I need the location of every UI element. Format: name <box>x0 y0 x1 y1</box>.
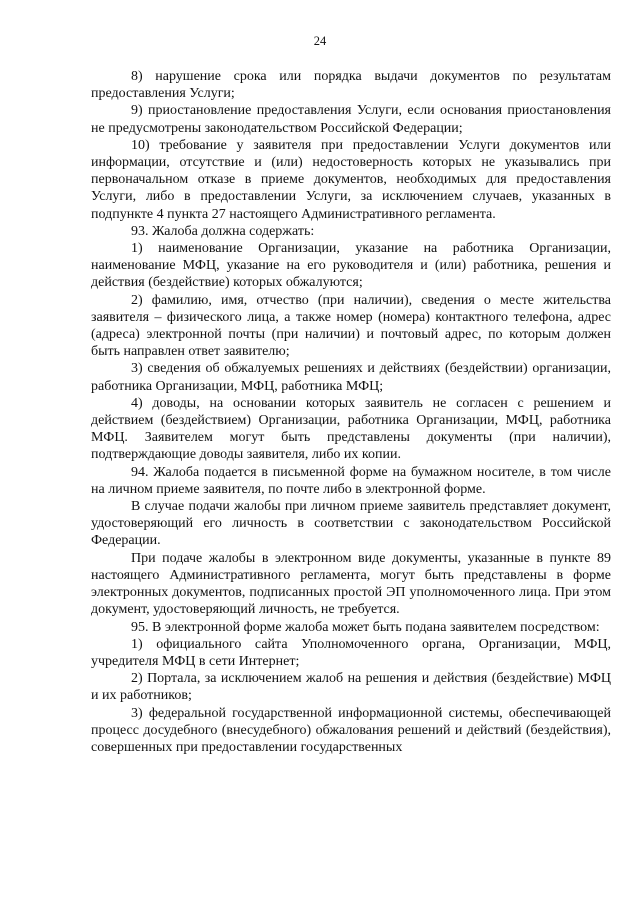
paragraph-item-9: 9) приостановление предоставления Услуги, если основания приостановления не предусмотрены законодательством Российской Федерации; <box>91 103 611 136</box>
paragraph-93-item-1: 1) наименование Организации, указание на работника Организации, наименование МФЦ, указание на его руководителя и (или) работника, решения и действия (бездействие) которых обжалуются; <box>91 241 611 291</box>
paragraph-95-item-3: 3) федеральной государственной информационной системы, обеспечивающей процесс досудебного (внесудебного) обжалования решений и действий (бездействия), совершенных при предоставлении государственных <box>91 705 611 755</box>
paragraph-94-personal: В случае подачи жалобы при личном приеме заявитель представляет документ, удостоверяющий его личность в соответствии с законодательством Российской Федерации. <box>91 499 611 549</box>
paragraph-93-item-3: 3) сведения об обжалуемых решениях и действиях (бездействии) организации, работника Организации, МФЦ, работника МФЦ; <box>91 361 611 394</box>
document-body <box>91 68 611 756</box>
paragraph-95-item-1: 1) официального сайта Уполномоченного органа, Организации, МФЦ, учредителя МФЦ в сети Интернет; <box>91 636 611 669</box>
paragraph-93-heading: 93. Жалоба должна содержать: <box>131 223 315 239</box>
paragraph-94: 94. Жалоба подается в письменной форме на бумажном носителе, в том числе на личном приеме заявителя, по почте либо в электронной форме. <box>91 464 611 497</box>
paragraph-item-10: 10) требование у заявителя при предоставлении Услуги документов или информации, отсутствие и (или) недостоверность которых не указывались при первоначальном отказе в приеме документов, необходимых для предоставления Услуги, либо в предоставлении Услуги, за исключением случаев, указанных в подпункте 4 пункта 27 настоящего Административного регламента. <box>91 137 611 222</box>
page-number: 24 <box>313 34 327 48</box>
paragraph-item-8: 8) нарушение срока или порядка выдачи документов по результатам предоставления Услуги; <box>91 69 611 102</box>
paragraph-93-item-2: 2) фамилию, имя, отчество (при наличии), сведения о месте жительства заявителя – физического лица, а также номер (номера) контактного телефона, адрес (адреса) электронной почты (при наличии) и почтовый адрес, по которым должен быть направлен ответ заявителю; <box>91 292 611 360</box>
paragraph-93-item-4: 4) доводы, на основании которых заявитель не согласен с решением и действием (бездействием) Организации, работника Организации, МФЦ, работника МФЦ. Заявителем могут быть представлены документы (при наличии), подтверждающие доводы заявителя, либо их копии. <box>91 395 611 463</box>
paragraph-95-heading: 95. В электронной форме жалоба может быть подана заявителем посредством: <box>131 619 600 635</box>
paragraph-94-electronic: При подаче жалобы в электронном виде документы, указанные в пункте 89 настоящего Административного регламента, могут быть представлены в форме электронных документов, подписанных простой ЭП уполномоченного лица. При этом документ, удостоверяющий личность, не требуется. <box>91 550 611 618</box>
paragraph-95-item-2: 2) Портала, за исключением жалоб на решения и действия (бездействие) МФЦ и их работников; <box>91 671 611 704</box>
